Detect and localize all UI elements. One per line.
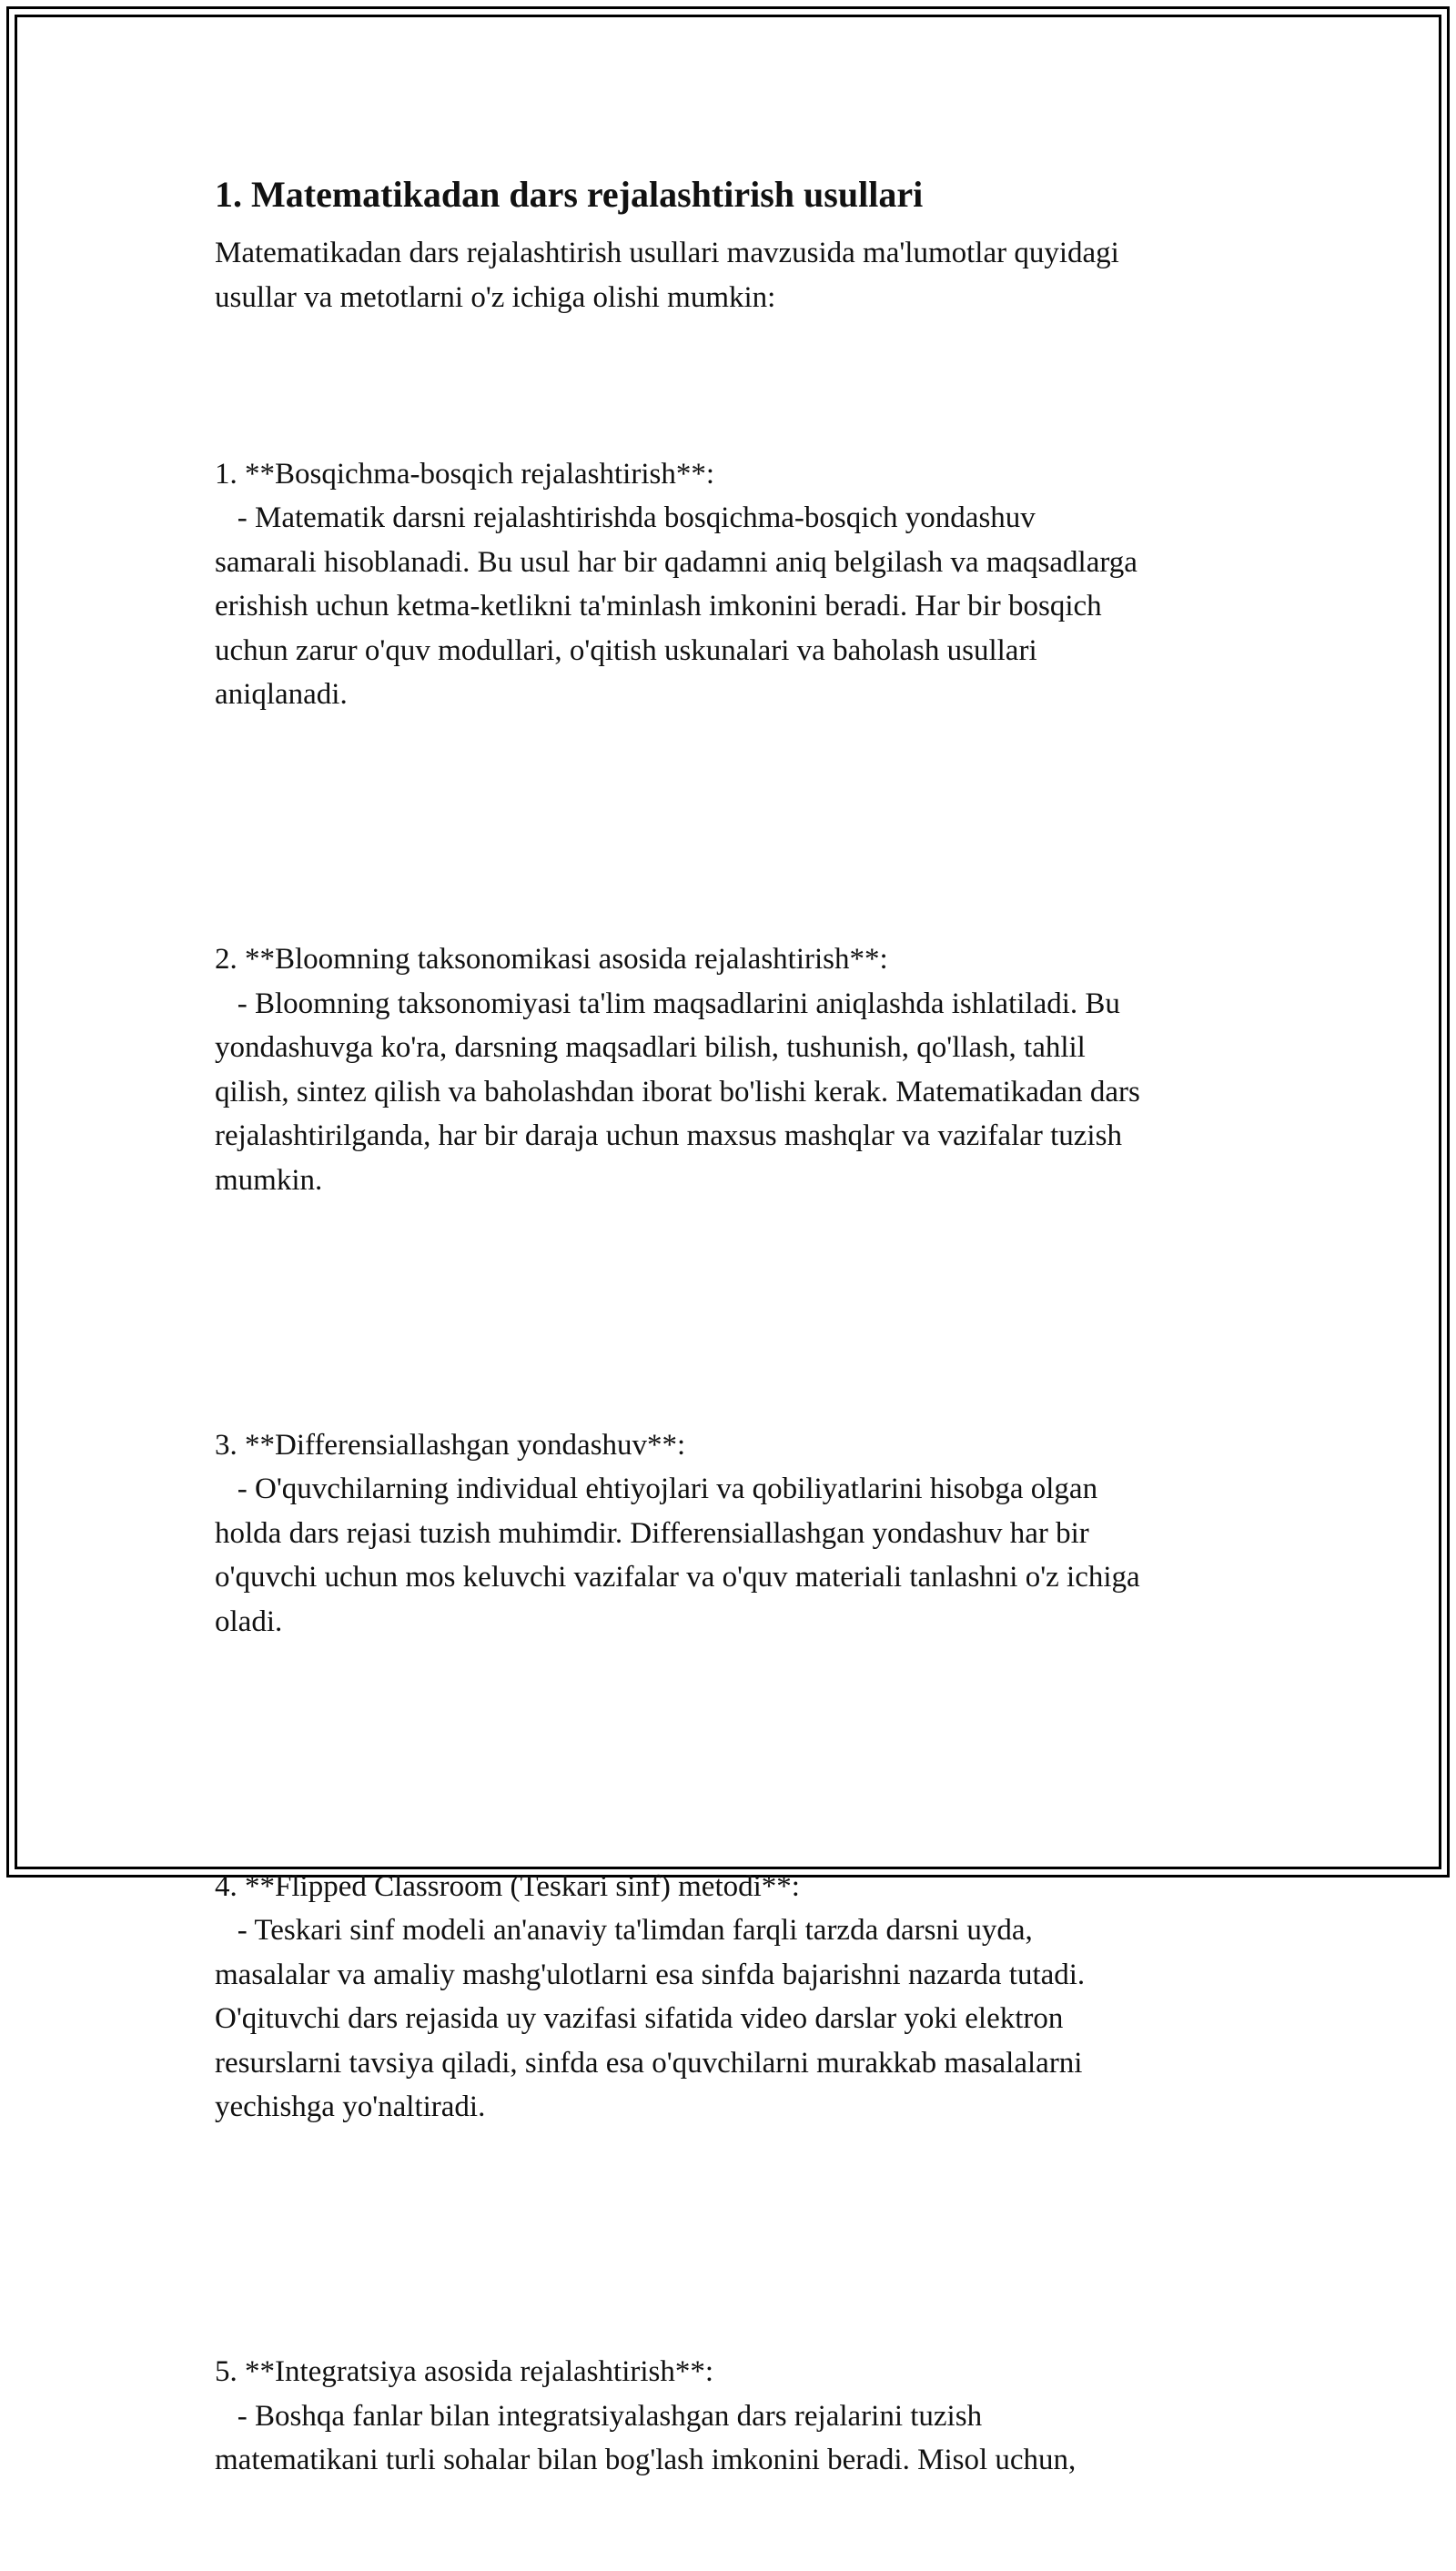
section-5: [215, 2262, 1252, 2571]
section-body: - Boshqa fanlar bilan integratsiyalashgan dars rejalarini tuzish matematikani turli sohalar bilan bog'lash imkonini beradi. Misol uchun,: [215, 2399, 1077, 2476]
page-title: 1. Matematikadan dars rejalashtirish usullari: [215, 174, 924, 215]
section-body: - Teskari sinf modeli an'anaviy ta'limdan farqli tarzda darsni uyda, masalalar va amaliy mashg'ulotlarni esa sinfda bajarishni nazarda tutadi. O'qituvchi dars rejasida uy vazifasi sifatida video darslar yoki elektron resurslarni tavsiya qiladi, sinfda esa o'quvchilarni murakkab masalalarni yechishga yo'naltiradi.: [215, 1914, 1086, 2123]
section-title: 2. **Bloomning taksonomikasi asosida rejalashtirish**:: [215, 943, 888, 976]
section-1: [215, 364, 1252, 805]
document-body: [215, 169, 1252, 2571]
section-3: [215, 1335, 1252, 1733]
section-title: 4. **Flipped Classroom (Teskari sinf) metodi**:: [215, 1869, 800, 1903]
section-body: - Matematik darsni rejalashtirishda bosqichma-bosqich yondashuv samarali hisoblanadi. Bu usul har bir qadamni aniq belgilash va maqsadlarga erishish uchun ketma-ketlikni ta'minlash imkonini beradi. Har bir bosqich uchun zarur o'quv modullari, o'qitish uskunalari va baholash usullari aniqlanadi.: [215, 501, 1138, 711]
section-title: 5. **Integratsiya asosida rejalashtirish**:: [215, 2355, 714, 2388]
section-body: - Bloomning taksonomiyasi ta'lim maqsadlarini aniqlashda ishlatiladi. Bu yondashuvga ko'ra, darsning maqsadlari bilish, tushunish, qo'llash, tahlil qilish, sintez qilish va baholashdan iborat bo'lishi kerak. Matematikadan dars rejalashtirilganda, har bir daraja uchun maxsus mashqlar va vazifalar tuzish mumkin.: [215, 987, 1140, 1197]
section-body: - O'quvchilarning individual ehtiyojlari va qobiliyatlarini hisobga olgan holda dars rejasi tuzish muhimdir. Differensiallashgan yondashuv har bir o'quvchi uchun mos keluvchi vazifalar va o'quv materiali tanlashni o'z ichiga oladi.: [215, 1473, 1140, 1638]
intro-paragraph: Matematikadan dars rejalashtirish usullari mavzusida ma'lumotlar quyidagi usullar va metotlarni o'z ichiga olishi mumkin:: [215, 237, 1119, 314]
section-title: 3. **Differensiallashgan yondashuv**:: [215, 1428, 686, 1462]
section-4: [215, 1776, 1252, 2218]
section-2: [215, 849, 1252, 1291]
section-title: 1. **Bosqichma-bosqich rejalashtirish**:: [215, 457, 714, 491]
